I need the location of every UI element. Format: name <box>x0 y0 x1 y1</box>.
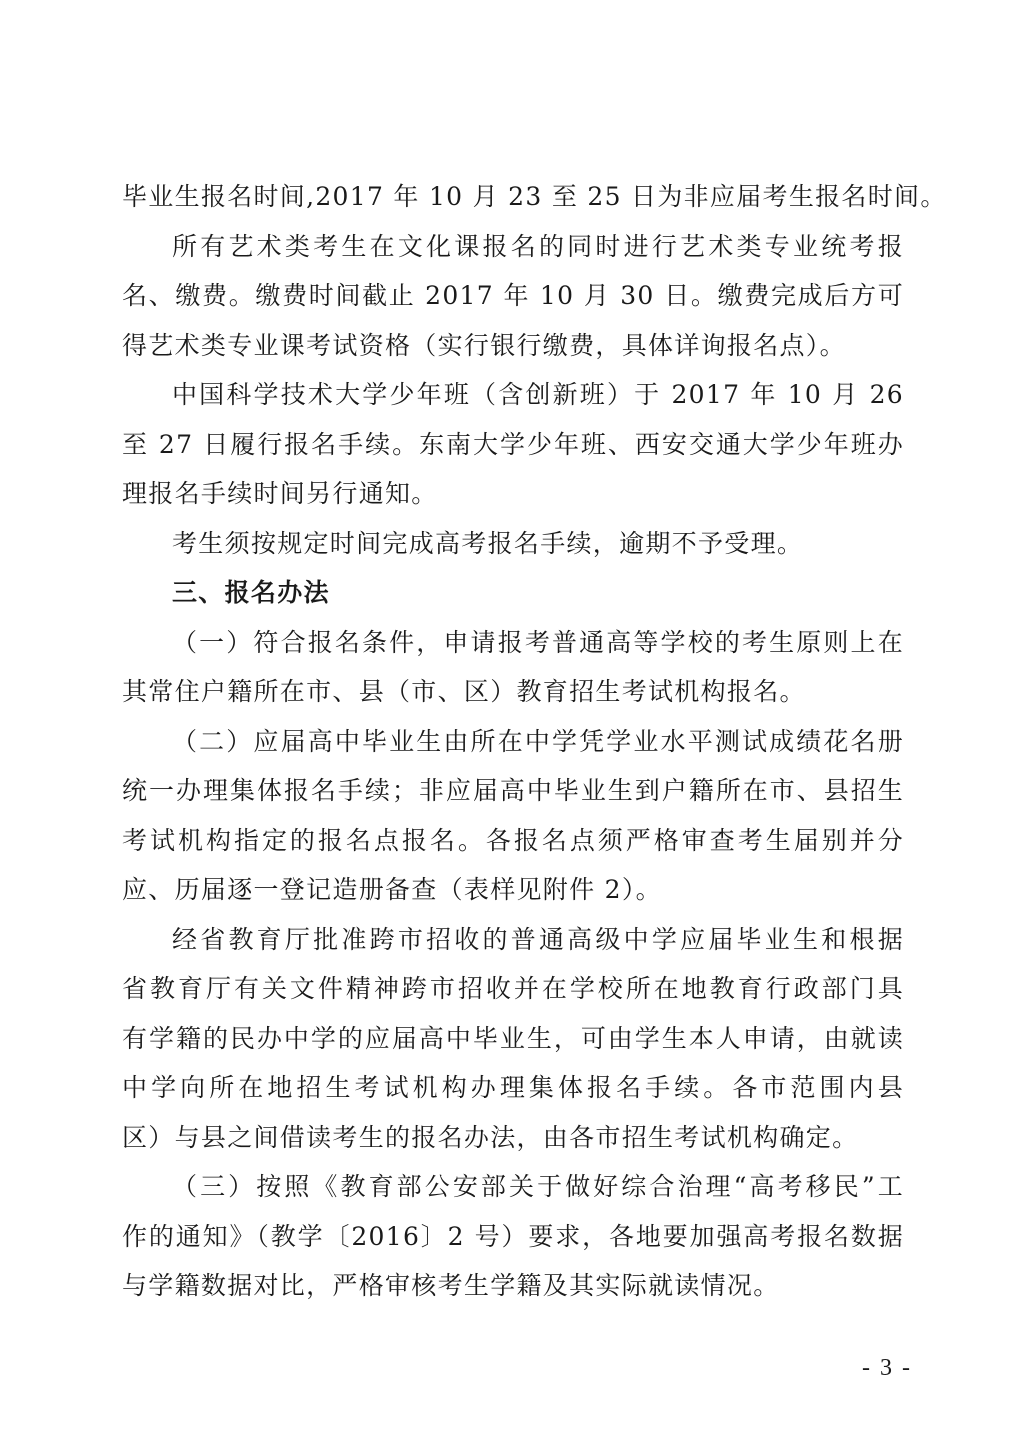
document-body <box>122 172 947 1311</box>
text-line: 中国科学技术大学少年班（含创新班）于 2017 年 10 月 26 <box>172 380 904 409</box>
text-line: 其常住户籍所在市、县（市、区）教育招生考试机构报名。 <box>122 677 806 706</box>
text-line: 得艺术类专业课考试资格（实行银行缴费，具体详询报名点）。 <box>122 330 846 360</box>
text-line: 省教育厅有关文件精神跨市招收并在学校所在地教育行政部门具 <box>122 974 904 1003</box>
section-heading: 三、报名办法 <box>172 578 330 607</box>
text-line: 至 27 日履行报名手续。东南大学少年班、西安交通大学少年班办 <box>122 429 904 459</box>
text-line: 作的通知》（教学〔2016〕2 号）要求，各地要加强高考报名数据 <box>122 1221 904 1251</box>
text-line: 毕业生报名时间,2017 年 10 月 23 至 25 日为非应届考生报名时间。 <box>122 182 947 211</box>
text-line: 名、缴费。缴费时间截止 2017 年 10 月 30 日。缴费完成后方可 <box>122 281 904 310</box>
text-line: 中学向所在地招生考试机构办理集体报名手续。各市范围内县 <box>122 1073 904 1102</box>
text-line: 考试机构指定的报名点报名。各报名点须严格审查考生届别并分 <box>122 825 904 855</box>
text-line: 区）与县之间借读考生的报名办法，由各市招生考试机构确定。 <box>122 1122 859 1152</box>
text-line: 有学籍的民办中学的应届高中毕业生，可由学生本人申请，由就读 <box>122 1023 904 1053</box>
text-line: 经省教育厅批准跨市招收的普通高级中学应届毕业生和根据 <box>172 924 904 954</box>
page-number: - 3 - <box>862 1355 912 1381</box>
text-line: （一）符合报名条件，申请报考普通高等学校的考生原则上在 <box>172 627 904 657</box>
text-line: 考生须按规定时间完成高考报名手续，逾期不予受理。 <box>172 528 804 558</box>
text-line: 理报名手续时间另行通知。 <box>122 479 438 508</box>
text-line: 所有艺术类考生在文化课报名的同时进行艺术类专业统考报 <box>172 231 904 261</box>
text-line: （三）按照《教育部公安部关于做好综合治理“高考移民”工 <box>172 1172 904 1201</box>
text-line: 与学籍数据对比，严格审核考生学籍及其实际就读情况。 <box>122 1271 780 1300</box>
text-line: （二）应届高中毕业生由所在中学凭学业水平测试成绩花名册 <box>172 726 904 756</box>
text-line: 应、历届逐一登记造册备查（表样见附件 2）。 <box>122 875 662 904</box>
text-line: 统一办理集体报名手续；非应届高中毕业生到户籍所在市、县招生 <box>122 776 904 805</box>
